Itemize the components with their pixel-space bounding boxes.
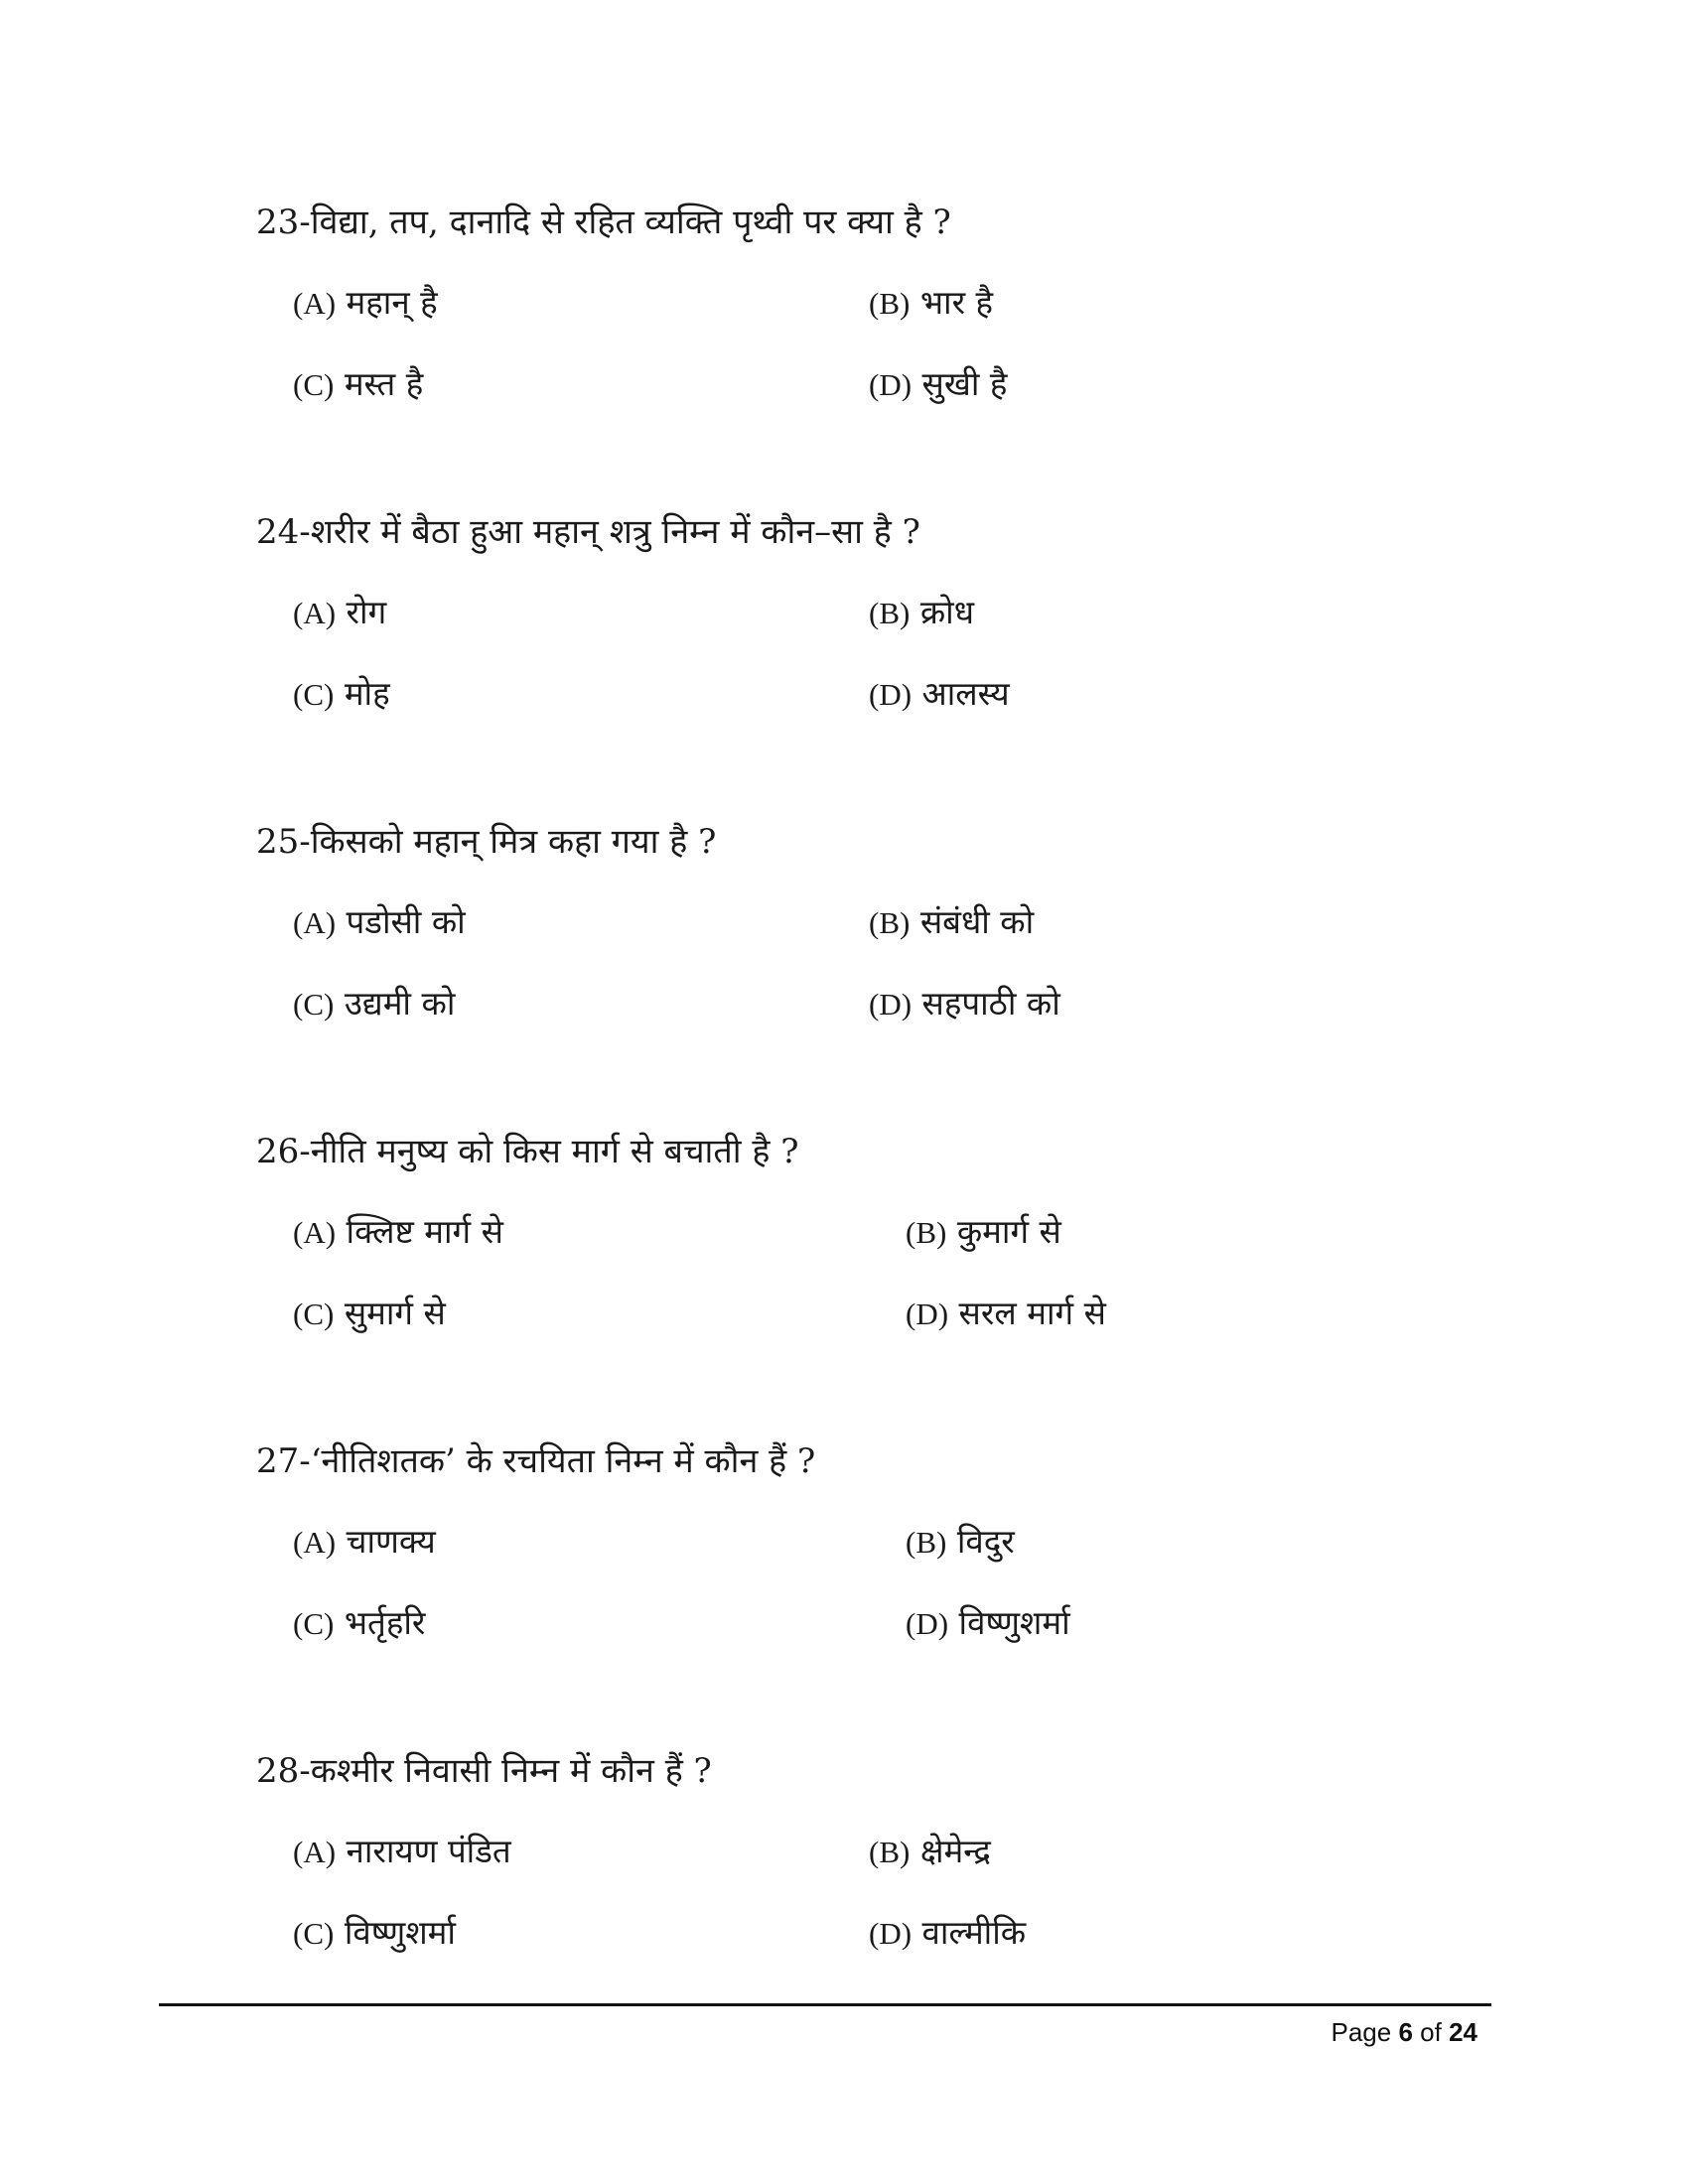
question-23: [256, 201, 1497, 407]
option-text: महान् है: [346, 283, 438, 322]
option-b: [869, 1831, 991, 1873]
footer-divider: [159, 2003, 1491, 2006]
question-text: 25-किसको महान् मित्र कहा गया है ?: [256, 822, 717, 862]
question-text: 23-विद्या, तप, दानादि से रहित व्यक्ति पृथ्वी पर क्या है ?: [256, 203, 951, 242]
option-letter: (C): [293, 987, 335, 1022]
option-text: भार है: [919, 283, 994, 322]
option-a: [293, 1211, 503, 1254]
option-d: [869, 363, 1007, 406]
option-d: [869, 983, 1060, 1025]
option-text: मस्त है: [344, 364, 424, 403]
options-grid: [293, 282, 1497, 407]
option-b: [869, 282, 993, 325]
option-text: विष्णुशर्मा: [344, 1913, 456, 1952]
option-text: विष्णुशर्मा: [958, 1603, 1070, 1642]
option-text: क्षेमेन्द्र: [919, 1832, 991, 1870]
option-letter: (C): [293, 1606, 335, 1641]
option-b: [869, 901, 1034, 944]
option-text: मोह: [344, 674, 390, 713]
options-grid: [293, 592, 1497, 717]
total-pages: 24: [1449, 2017, 1477, 2047]
option-c: [293, 1293, 446, 1335]
options-grid: [293, 1521, 1497, 1646]
option-text: सुखी है: [921, 364, 1008, 403]
option-b: [906, 1211, 1061, 1254]
option-letter: (C): [293, 1297, 335, 1331]
question-text: 28-कश्मीर निवासी निम्न में कौन हैं ?: [256, 1751, 712, 1791]
option-letter: (A): [293, 1525, 337, 1560]
option-letter: (A): [293, 596, 337, 630]
option-a: [293, 901, 466, 944]
current-page: 6: [1398, 2017, 1413, 2047]
option-letter: (D): [869, 677, 913, 712]
option-letter: (A): [293, 286, 337, 321]
option-text: पडोसी को: [346, 902, 466, 941]
option-c: [293, 673, 390, 716]
option-text: भर्तृहरि: [344, 1603, 426, 1642]
option-text: सुमार्ग से: [344, 1294, 446, 1332]
page-number: [1331, 2017, 1477, 2048]
option-a: [293, 282, 438, 325]
option-letter: (B): [869, 905, 911, 940]
option-letter: (A): [293, 1215, 337, 1250]
option-text: चाणक्य: [346, 1522, 436, 1561]
option-b: [869, 592, 974, 634]
option-text: नारायण पंडित: [346, 1832, 511, 1870]
of-word: of: [1420, 2017, 1442, 2047]
option-letter: (A): [293, 1835, 337, 1869]
option-letter: (B): [906, 1525, 947, 1560]
option-text: क्रोध: [919, 593, 975, 631]
question-24: [256, 510, 1497, 717]
question-text: 26-नीति मनुष्य को किस मार्ग से बचाती है ?: [256, 1132, 799, 1171]
option-letter: (B): [869, 1835, 911, 1869]
option-letter: (D): [906, 1297, 949, 1331]
option-text: आलस्य: [921, 674, 1010, 713]
option-letter: (A): [293, 905, 337, 940]
option-text: संबंधी को: [919, 902, 1035, 941]
option-text: उद्यमी को: [344, 984, 456, 1023]
option-text: रोग: [346, 593, 387, 631]
option-d: [906, 1293, 1106, 1335]
option-letter: (C): [293, 367, 335, 402]
option-d: [869, 1912, 1026, 1955]
option-c: [293, 1602, 425, 1645]
option-letter: (D): [869, 1916, 913, 1951]
option-c: [293, 363, 423, 406]
option-text: कुमार्ग से: [956, 1212, 1061, 1251]
option-b: [906, 1521, 1015, 1564]
question-26: [256, 1130, 1497, 1336]
option-text: सरल मार्ग से: [958, 1294, 1106, 1332]
option-letter: (B): [869, 596, 911, 630]
option-c: [293, 1912, 456, 1955]
option-c: [293, 983, 455, 1025]
option-text: क्लिष्ट मार्ग से: [346, 1212, 503, 1251]
options-grid: [293, 1211, 1497, 1336]
question-27: [256, 1439, 1497, 1646]
option-text: सहपाठी को: [921, 984, 1060, 1023]
option-letter: (C): [293, 1916, 335, 1951]
options-grid: [293, 1831, 1497, 1956]
option-a: [293, 1521, 436, 1564]
option-letter: (D): [906, 1606, 949, 1641]
option-d: [869, 673, 1010, 716]
option-letter: (D): [869, 987, 913, 1022]
question-25: [256, 820, 1497, 1026]
question-text: 24-शरीर में बैठा हुआ महान् शत्रु निम्न में कौन–सा है ?: [256, 512, 920, 552]
option-letter: (B): [869, 286, 911, 321]
option-d: [906, 1602, 1070, 1645]
option-a: [293, 1831, 511, 1873]
option-a: [293, 592, 386, 634]
option-text: विदुर: [956, 1522, 1015, 1561]
question-28: [256, 1749, 1497, 1956]
page-word: Page: [1331, 2017, 1392, 2047]
question-text: 27-‘नीतिशतक’ के रचयिता निम्न में कौन हैं ?: [256, 1441, 816, 1481]
options-grid: [293, 901, 1497, 1026]
option-letter: (D): [869, 367, 913, 402]
option-letter: (B): [906, 1215, 947, 1250]
option-letter: (C): [293, 677, 335, 712]
option-text: वाल्मीकि: [921, 1913, 1027, 1952]
